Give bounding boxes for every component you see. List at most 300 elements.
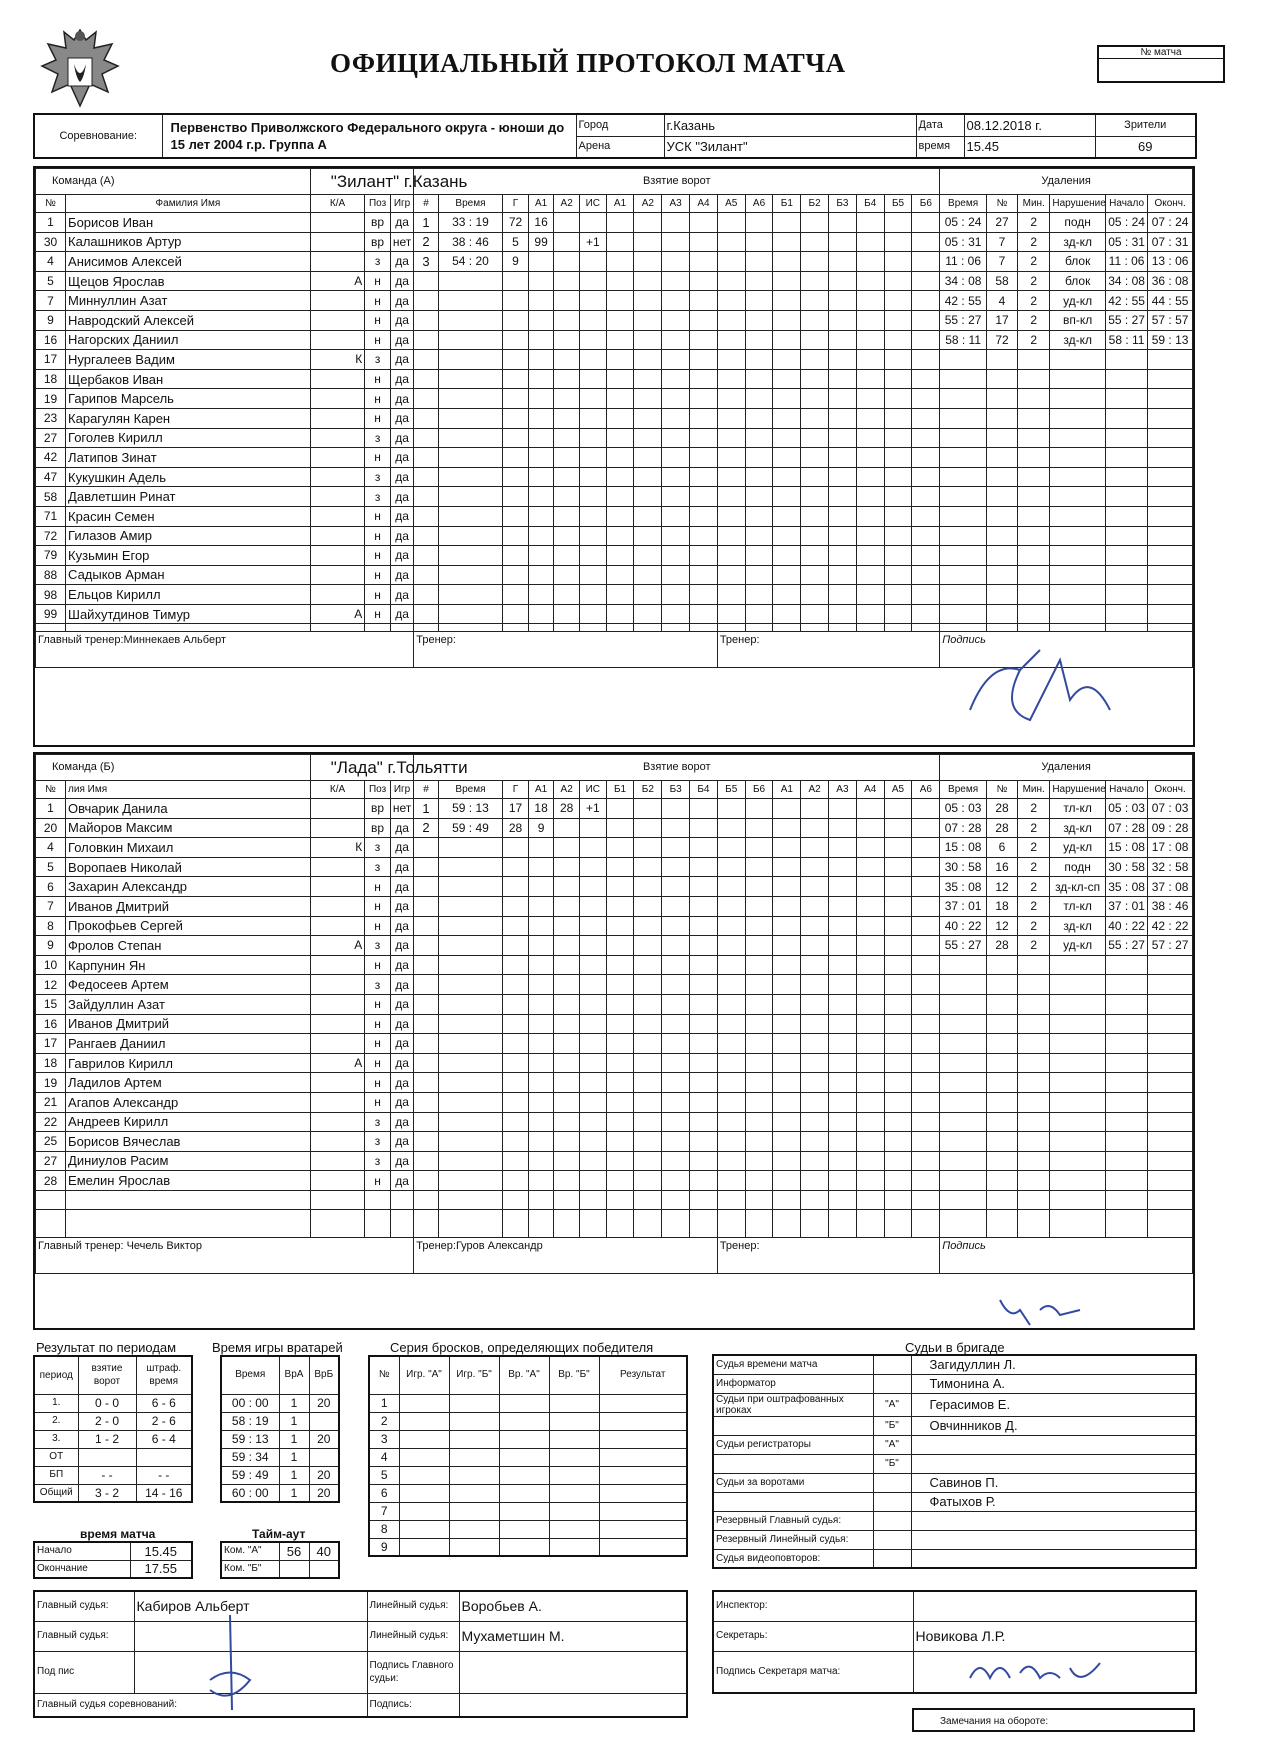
team-b-player-name: Рангаев Даниил: [66, 1034, 311, 1054]
team-a-onice-cell: [912, 389, 940, 409]
team-a-player-played: да: [390, 408, 413, 428]
team-b-player-name: Андреев Кирилл: [66, 1112, 311, 1132]
team-a-col-header: А4: [690, 195, 718, 213]
team-b-filler-cell: [662, 1210, 690, 1238]
team-a-goal-assist1: [528, 487, 554, 507]
team-a-col-header: К/А: [310, 195, 365, 213]
team-b-goal-scorer: [503, 1073, 529, 1093]
team-a-penalty-foul: [1050, 506, 1106, 526]
team-a-goal-time: [438, 506, 503, 526]
team-b-filler-cell: [745, 1210, 773, 1238]
team-a-onice-cell: [606, 271, 634, 291]
team-b-goal-time: [438, 1112, 503, 1132]
team-b-penalty-foul: [1050, 1092, 1106, 1112]
team-b-goal-number: [414, 916, 438, 936]
team-a-player-number: 58: [36, 487, 66, 507]
team-b-player-name: Иванов Дмитрий: [66, 896, 311, 916]
team-b-goal-number: [414, 877, 438, 897]
team-a-goal-time: [438, 448, 503, 468]
goalie-time: 59 : 13: [221, 1430, 279, 1448]
team-b-onice-cell: [745, 1190, 773, 1210]
shootout-header: Вр. "А": [499, 1356, 549, 1394]
team-b-onice-cell: [717, 1092, 745, 1112]
team-b-player-number: 6: [36, 877, 66, 897]
team-b-onice-cell: [856, 1034, 884, 1054]
official-role: [713, 1492, 873, 1511]
team-b-filler-cell: [940, 1210, 987, 1238]
official-name: [911, 1530, 1196, 1549]
team-a-signature-label: Подпись: [940, 632, 1193, 668]
shootout-number: 3: [369, 1430, 399, 1448]
team-a-onice-cell: [829, 487, 857, 507]
team-b-penalty-minutes: 2: [1018, 896, 1050, 916]
team-a-onice-cell: [801, 448, 829, 468]
period-pim: [136, 1448, 192, 1466]
team-b-onice-cell: [912, 1053, 940, 1073]
team-a-player-number: 71: [36, 506, 66, 526]
team-b-goal-scorer: [503, 1014, 529, 1034]
team-b-col-header: А6: [912, 781, 940, 799]
team-b-onice-cell: [634, 955, 662, 975]
team-a-penalty-end: [1148, 565, 1193, 585]
team-a-player-role: [310, 565, 365, 585]
team-b-onice-cell: [856, 896, 884, 916]
shootout-number: 6: [369, 1484, 399, 1502]
team-b-onice-cell: [773, 1073, 801, 1093]
team-b-penalty-time: 05 : 03: [940, 799, 987, 819]
shootout-header: №: [369, 1356, 399, 1394]
team-b-player-name: Головкин Михаил: [66, 838, 311, 858]
team-b-penalty-time: [940, 994, 987, 1014]
team-a-penalty-player: 72: [986, 330, 1017, 350]
team-b-onice-cell: [745, 1092, 773, 1112]
team-a-penalty-start: [1105, 408, 1147, 428]
team-b-filler-cell: [66, 1210, 311, 1238]
team-a-goal-assist2: [554, 546, 580, 566]
team-a-onice-cell: [801, 565, 829, 585]
team-b-filler-cell: [1105, 1210, 1147, 1238]
official-role: Резервный Линейный судья:: [713, 1530, 873, 1549]
team-a-filler-cell: [986, 624, 1017, 632]
team-a-penalty-minutes: 2: [1018, 213, 1050, 233]
team-b-goal-time: [438, 838, 503, 858]
team-a-onice-cell: [634, 506, 662, 526]
team-a-penalty-player: [986, 526, 1017, 546]
team-a-penalty-time: [940, 565, 987, 585]
goalies-title: Время игры вратарей: [212, 1340, 343, 1355]
team-b-goal-scorer: [503, 1092, 529, 1112]
team-a-penalty-player: [986, 565, 1017, 585]
team-b-filler-cell: [856, 1210, 884, 1238]
team-a-player-position: н: [365, 565, 391, 585]
team-a-player-row: [36, 389, 1193, 409]
team-a-col-header: Б2: [801, 195, 829, 213]
period-label: ОТ: [34, 1448, 78, 1466]
team-a-onice-cell: [606, 252, 634, 272]
team-b-goal-time: [438, 994, 503, 1014]
team-a-onice-cell: [745, 310, 773, 330]
team-a-goal-assist1: 16: [528, 213, 554, 233]
team-b-onice-cell: [745, 994, 773, 1014]
team-b-player-played: да: [390, 1151, 413, 1171]
team-a-goal-assist1: [528, 389, 554, 409]
goalie-a: 1: [279, 1466, 309, 1484]
team-b-onice-cell: [829, 799, 857, 819]
team-b-player-row: [36, 994, 1193, 1014]
team-a-onice-cell: [884, 506, 912, 526]
team-a-onice-cell: [606, 467, 634, 487]
team-a-penalty-start: [1105, 428, 1147, 448]
team-b-onice-cell: [856, 1053, 884, 1073]
match-number-box[interactable]: [1097, 45, 1225, 83]
team-b-onice-cell: [634, 994, 662, 1014]
team-b-onice-cell: [606, 896, 634, 916]
team-b-penalty-minutes: 2: [1018, 799, 1050, 819]
team-b-penalty-start: 55 : 27: [1105, 936, 1147, 956]
team-a-onice-cell: [690, 330, 718, 350]
team-b-onice-cell: [690, 857, 718, 877]
team-b-goal-number: [414, 1171, 438, 1191]
team-a-onice-cell: [829, 291, 857, 311]
team-a-filler-cell: [66, 624, 311, 632]
team-b-player-role: [310, 1092, 365, 1112]
team-b-goal-scorer: [503, 1151, 529, 1171]
team-b-player-number: 28: [36, 1171, 66, 1191]
team-b-goal-situation: [579, 877, 606, 897]
team-b-onice-cell: [606, 1112, 634, 1132]
team-a-player-position: н: [365, 389, 391, 409]
team-a-goal-scorer: [503, 350, 529, 370]
team-b-goal-scorer: [503, 877, 529, 897]
team-a-onice-cell: [829, 546, 857, 566]
team-b-goal-situation: [579, 936, 606, 956]
team-a-goal-scorer: [503, 330, 529, 350]
team-b-onice-cell: [606, 1132, 634, 1152]
team-a-onice-cell: [884, 310, 912, 330]
goalie-a: 1: [279, 1430, 309, 1448]
team-b-onice-cell: [717, 818, 745, 838]
team-b-player-role: [310, 799, 365, 819]
team-b-penalty-player: [986, 1171, 1017, 1191]
team-b-onice-cell: [801, 916, 829, 936]
team-a-penalty-player: [986, 448, 1017, 468]
team-a-onice-cell: [690, 271, 718, 291]
team-a-player-name: Латипов Зинат: [66, 448, 311, 468]
team-b-onice-cell: [690, 1151, 718, 1171]
team-a-onice-cell: [801, 546, 829, 566]
team-a-player-row: [36, 467, 1193, 487]
team-a-penalty-time: [940, 585, 987, 605]
team-a-roster-table: [35, 168, 1193, 668]
team-b-player-row: [36, 1190, 1193, 1210]
team-a-onice-cell: [745, 232, 773, 252]
team-a-penalty-minutes: 2: [1018, 291, 1050, 311]
team-b-penalty-minutes: 2: [1018, 857, 1050, 877]
team-a-filler-cell: [690, 624, 718, 632]
team-b-goal-number: [414, 1014, 438, 1034]
team-a-player-role: [310, 428, 365, 448]
team-a-player-number: 27: [36, 428, 66, 448]
team-a-onice-cell: [912, 310, 940, 330]
team-a-onice-cell: [745, 487, 773, 507]
team-a-penalty-start: 05 : 31: [1105, 232, 1147, 252]
team-a-onice-cell: [690, 467, 718, 487]
team-b-onice-cell: [829, 1092, 857, 1112]
team-b-onice-cell: [745, 857, 773, 877]
team-b-penalty-start: [1105, 1034, 1147, 1054]
official-name: Савинов П.: [911, 1473, 1196, 1492]
team-b-onice-cell: [717, 838, 745, 858]
team-b-goal-assist2: [554, 1053, 580, 1073]
team-b-onice-cell: [634, 818, 662, 838]
team-a-player-number: 9: [36, 310, 66, 330]
team-a-player-position: з: [365, 467, 391, 487]
team-a-onice-cell: [662, 252, 690, 272]
team-b-player-number: 27: [36, 1151, 66, 1171]
team-a-penalty-end: 13 : 06: [1148, 252, 1193, 272]
team-a-onice-cell: [717, 487, 745, 507]
team-b-col-header: №: [36, 781, 66, 799]
team-a-player-row: [36, 232, 1193, 252]
team-b-penalty-time: [940, 975, 987, 995]
team-b-penalty-start: [1105, 994, 1147, 1014]
team-b-penalty-minutes: [1018, 1112, 1050, 1132]
team-a-col-header: ИС: [579, 195, 606, 213]
team-b-onice-cell: [606, 1190, 634, 1210]
team-b-label: Команда (Б): [36, 755, 311, 781]
team-a-onice-cell: [884, 526, 912, 546]
team-b-penalty-minutes: [1018, 975, 1050, 995]
team-a-onice-cell: [884, 330, 912, 350]
team-a-goal-situation: [579, 389, 606, 409]
team-b-onice-cell: [829, 936, 857, 956]
team-b-coach1: Тренер:Гуров Александр: [414, 1238, 718, 1274]
team-b-penalty-player: [986, 955, 1017, 975]
team-b-onice-cell: [634, 838, 662, 858]
team-b-col-header: А4: [856, 781, 884, 799]
team-a-onice-cell: [829, 408, 857, 428]
team-b-onice-cell: [912, 896, 940, 916]
team-a-player-row: [36, 585, 1193, 605]
team-a-col-header: Начало: [1105, 195, 1147, 213]
team-b-penalty-time: 35 : 08: [940, 877, 987, 897]
team-b-goal-number: [414, 1190, 438, 1210]
team-a-goal-assist1: [528, 252, 554, 272]
team-b-col-header: Г: [503, 781, 529, 799]
team-b-player-played: да: [390, 838, 413, 858]
goalie-b: 20: [309, 1394, 339, 1412]
team-b-penalty-player: [986, 1151, 1017, 1171]
team-a-penalty-minutes: [1018, 428, 1050, 448]
timeout-a-sec: 40: [309, 1542, 339, 1560]
team-a-player-name: Щецов Ярослав: [66, 271, 311, 291]
team-b-goal-assist2: [554, 916, 580, 936]
team-b-goal-situation: [579, 1014, 606, 1034]
team-a-player-name: Кукушкин Адель: [66, 467, 311, 487]
team-b-onice-cell: [662, 1171, 690, 1191]
team-a-onice-cell: [884, 467, 912, 487]
team-a-penalty-end: 57 : 57: [1148, 310, 1193, 330]
team-b-onice-cell: [856, 975, 884, 995]
team-b-penalty-foul: [1050, 1171, 1106, 1191]
team-b-onice-cell: [884, 857, 912, 877]
team-b-onice-cell: [829, 1190, 857, 1210]
team-b-player-row: [36, 1132, 1193, 1152]
team-b-onice-cell: [662, 975, 690, 995]
team-a-coach2: Тренер:: [717, 632, 939, 668]
team-b-player-number: 22: [36, 1112, 66, 1132]
team-a-player-played: да: [390, 604, 413, 624]
team-b-onice-cell: [606, 1073, 634, 1093]
team-a-onice-cell: [801, 487, 829, 507]
team-a-onice-cell: [634, 330, 662, 350]
shootout-number: 4: [369, 1448, 399, 1466]
team-b-onice-cell: [801, 838, 829, 858]
team-a-onice-cell: [912, 330, 940, 350]
team-a-onice-cell: [745, 389, 773, 409]
start-label: Начало: [34, 1542, 130, 1560]
team-b-onice-cell: [912, 818, 940, 838]
team-b-penalty-start: 15 : 08: [1105, 838, 1147, 858]
team-b-onice-cell: [634, 1171, 662, 1191]
team-b-goal-assist1: [528, 877, 554, 897]
team-a-onice-cell: [801, 585, 829, 605]
match-number-label: № матча: [1099, 47, 1223, 59]
team-a-goal-number: [414, 546, 438, 566]
team-a-player-played: да: [390, 428, 413, 448]
team-a-onice-cell: [912, 291, 940, 311]
team-a-penalty-player: [986, 389, 1017, 409]
team-a-penalty-time: [940, 467, 987, 487]
team-a-onice-cell: [856, 232, 884, 252]
arena-label: Арена: [576, 136, 664, 158]
team-b-onice-cell: [829, 975, 857, 995]
team-b-onice-cell: [801, 799, 829, 819]
team-a-player-role: [310, 448, 365, 468]
team-b-onice-cell: [801, 936, 829, 956]
team-a-col-header: Время: [940, 195, 987, 213]
team-a-penalty-player: 7: [986, 252, 1017, 272]
team-a-onice-cell: [829, 252, 857, 272]
goalie-time: 00 : 00: [221, 1394, 279, 1412]
team-a-goal-scorer: [503, 428, 529, 448]
period-goals: 1 - 2: [78, 1430, 136, 1448]
team-a-onice-cell: [634, 565, 662, 585]
goalie-a: 1: [279, 1412, 309, 1430]
team-a-player-row: [36, 310, 1193, 330]
team-a-player-position: н: [365, 526, 391, 546]
team-a-onice-cell: [606, 428, 634, 448]
team-a-onice-cell: [745, 506, 773, 526]
match-info-table: [33, 113, 1197, 159]
team-b-goal-number: [414, 1112, 438, 1132]
period-pim: 6 - 4: [136, 1430, 192, 1448]
team-b-player-role: [310, 818, 365, 838]
team-a-col-header: Б5: [884, 195, 912, 213]
team-a-onice-cell: [773, 389, 801, 409]
team-b-penalty-player: [986, 1112, 1017, 1132]
team-a-onice-cell: [912, 428, 940, 448]
team-b-penalty-start: [1105, 1112, 1147, 1132]
team-b-goal-time: 59 : 49: [438, 818, 503, 838]
team-b-player-name: Ладилов Артем: [66, 1073, 311, 1093]
team-b-player-name: Захарин Александр: [66, 877, 311, 897]
team-b-penalty-end: 42 : 22: [1148, 916, 1193, 936]
team-a-player-played: да: [390, 213, 413, 233]
team-a-goal-assist1: [528, 585, 554, 605]
team-a-goal-time: [438, 585, 503, 605]
team-a-onice-cell: [634, 252, 662, 272]
team-a-onice-cell: [634, 232, 662, 252]
team-b-player-role: [310, 1112, 365, 1132]
team-b-player-position: з: [365, 1132, 391, 1152]
team-b-onice-cell: [606, 1092, 634, 1112]
team-b-goal-time: [438, 1092, 503, 1112]
team-a-player-role: [310, 213, 365, 233]
team-b-player-row: [36, 1014, 1193, 1034]
team-a-player-number: 5: [36, 271, 66, 291]
team-b-col-header: Игр: [390, 781, 413, 799]
team-b-onice-cell: [773, 838, 801, 858]
team-b-onice-cell: [634, 1151, 662, 1171]
official-name: Фатыхов Р.: [911, 1492, 1196, 1511]
team-a-penalty-start: [1105, 585, 1147, 605]
team-b-onice-cell: [717, 1171, 745, 1191]
team-b-penalty-player: 28: [986, 936, 1017, 956]
team-a-goal-scorer: [503, 408, 529, 428]
team-b-onice-cell: [745, 1034, 773, 1054]
team-a-penalty-foul: зд-кл: [1050, 232, 1106, 252]
main-ref-signature-icon: [190, 1610, 270, 1720]
team-b-penalty-start: [1105, 1014, 1147, 1034]
team-b-onice-cell: [829, 1171, 857, 1191]
team-a-goal-assist1: [528, 467, 554, 487]
team-a-goal-scorer: [503, 369, 529, 389]
team-a-goal-scorer: [503, 467, 529, 487]
team-a-filler-cell: [634, 624, 662, 632]
team-b-player-position: вр: [365, 818, 391, 838]
team-a-penalty-foul: [1050, 369, 1106, 389]
team-b-penalty-time: 30 : 58: [940, 857, 987, 877]
team-a-penalty-foul: [1050, 448, 1106, 468]
team-a-onice-cell: [690, 350, 718, 370]
team-b-onice-cell: [634, 896, 662, 916]
team-a-goal-time: [438, 369, 503, 389]
timeout-a-min: 56: [279, 1542, 309, 1560]
team-a-name: "Зилант" г.Казань: [310, 169, 413, 195]
team-a-onice-cell: [801, 271, 829, 291]
team-b-col-header: Б2: [634, 781, 662, 799]
team-a-penalty-minutes: [1018, 526, 1050, 546]
team-a-penalty-player: 27: [986, 213, 1017, 233]
team-b-onice-cell: [773, 916, 801, 936]
team-b-penalty-end: 32 : 58: [1148, 857, 1193, 877]
team-b-penalty-time: [940, 1053, 987, 1073]
team-b-onice-cell: [912, 1112, 940, 1132]
team-b-goal-number: [414, 994, 438, 1014]
team-a-player-role: [310, 310, 365, 330]
team-b-player-position: з: [365, 838, 391, 858]
team-b-onice-cell: [662, 818, 690, 838]
team-b-onice-cell: [829, 1053, 857, 1073]
team-a-goal-situation: [579, 330, 606, 350]
team-a-onice-cell: [606, 585, 634, 605]
team-a-onice-cell: [662, 213, 690, 233]
team-b-filler-cell: [773, 1210, 801, 1238]
team-a-penalty-end: [1148, 604, 1193, 624]
team-a-penalty-start: [1105, 565, 1147, 585]
official-name: Загидуллин Л.: [911, 1355, 1196, 1374]
